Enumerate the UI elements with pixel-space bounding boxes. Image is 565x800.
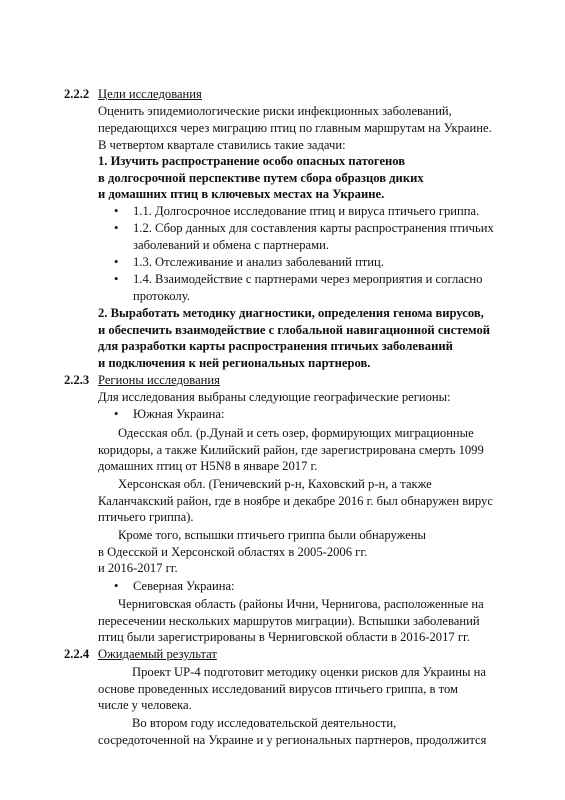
text-line: заболеваний и обмена с партнерами. xyxy=(133,237,329,252)
text-line: Во втором году исследовательской деятельности, xyxy=(132,716,397,730)
text-line: числе у человека. xyxy=(98,698,192,713)
odessa-paragraph xyxy=(98,425,522,475)
task-2 xyxy=(98,305,522,371)
text-line: и домашних птиц в ключевых местах на Украине. xyxy=(98,187,385,202)
south-ukraine-label: Южная Украина: xyxy=(133,407,225,421)
section-number-2-2-2: 2.2.2 xyxy=(64,87,90,101)
text-line: Одесская обл. (р.Дунай и сеть озер, формирующих миграционные xyxy=(118,426,474,440)
text-line: передающихся через миграцию птиц по главным маршрутам на Украине. xyxy=(98,120,492,135)
text-line: 1.3. Отслеживание и анализ заболеваний птиц. xyxy=(133,255,384,269)
bullet-icon: • xyxy=(114,272,119,286)
text-line: Каланчакский район, где в ноябре и декабре 2016 г. был обнаружен вирус xyxy=(98,493,493,508)
regions-intro: Для исследования выбраны следующие географические регионы: xyxy=(98,390,451,404)
section-title-goals: Цели исследования xyxy=(98,87,202,101)
text-line: и обеспечить взаимодействие с глобальной навигационной системой xyxy=(98,322,490,337)
text-line: домашних птиц от H5N8 в январе 2017 г. xyxy=(98,459,318,474)
quarter-tasks-line: В четвертом квартале ставились такие задачи: xyxy=(98,138,346,152)
bullet-icon: • xyxy=(114,255,119,269)
task-1 xyxy=(98,153,518,203)
bullet-icon: • xyxy=(114,221,119,235)
section-number-2-2-3: 2.2.3 xyxy=(64,373,90,387)
text-line: 1.4. Взаимодействие с партнерами через мероприятия и согласно xyxy=(133,272,483,286)
text-line: протоколу. xyxy=(133,288,190,303)
text-line: Оценить эпидемиологические риски инфекционных заболеваний, xyxy=(98,104,452,118)
text-line: 1.2. Сбор данных для составления карты распространения птичьих xyxy=(133,221,494,235)
goals-intro xyxy=(98,103,518,136)
text-line: основе проведенных исследований вирусов птичьего гриппа, в том xyxy=(98,681,458,696)
text-line: птичьего гриппа). xyxy=(98,510,194,525)
kherson-paragraph xyxy=(98,476,522,526)
outbreaks-paragraph xyxy=(98,527,522,577)
bullet-item-1-1 xyxy=(133,203,523,220)
text-line: Кроме того, вспышки птичьего гриппа были обнаружены xyxy=(118,528,426,542)
section-number-2-2-4: 2.2.4 xyxy=(64,647,90,661)
section-title-expected-result: Ожидаемый результат xyxy=(98,647,217,661)
text-line: в долгосрочной перспективе путем сбора образцов диких xyxy=(98,170,424,185)
text-line: и подключения к ней региональных партнеров. xyxy=(98,355,371,370)
text-line: в Одесской и Херсонской областях в 2005-2006 гг. xyxy=(98,544,368,559)
bullet-icon: • xyxy=(114,579,119,593)
text-line: Херсонская обл. (Геничевский р-н, Каховский р-н, а также xyxy=(118,477,432,491)
bullet-icon: • xyxy=(114,204,119,218)
text-line: пересечении нескольких маршрутов миграции). Вспышки заболеваний xyxy=(98,613,480,628)
text-line: Черниговская область (районы Ични, Чернигова, расположенные на xyxy=(118,597,484,611)
expected-result-paragraph-2 xyxy=(98,715,518,748)
text-line: 1.1. Долгосрочное исследование птиц и вируса птичьего гриппа. xyxy=(133,204,480,218)
text-line: и 2016-2017 гг. xyxy=(98,561,178,576)
section-title-regions: Регионы исследования xyxy=(98,373,220,387)
bullet-item-1-4 xyxy=(133,271,523,304)
bullet-icon: • xyxy=(114,407,119,421)
text-line: птиц были зарегистрированы в Черниговской области в 2016-2017 гг. xyxy=(98,630,470,645)
north-ukraine-label: Северная Украина: xyxy=(133,579,235,593)
expected-result-paragraph-1 xyxy=(98,664,518,714)
text-line: Проект UP-4 подготовит методику оценки рисков для Украины на xyxy=(132,665,486,679)
text-line: 2. Выработать методику диагностики, определения генома вирусов, xyxy=(98,306,484,320)
text-line: сосредоточенной на Украине и у региональных партнеров, продолжится xyxy=(98,732,487,747)
chernihiv-paragraph xyxy=(98,596,522,646)
bullet-item-1-3 xyxy=(133,254,523,271)
bullet-item-1-2 xyxy=(133,220,523,253)
text-line: 1. Изучить распространение особо опасных патогенов xyxy=(98,154,406,168)
text-line: для разработки карты распространения птичьих заболеваний xyxy=(98,339,453,354)
text-line: коридоры, а также Килийский район, где зарегистрирована смерть 1099 xyxy=(98,442,484,457)
